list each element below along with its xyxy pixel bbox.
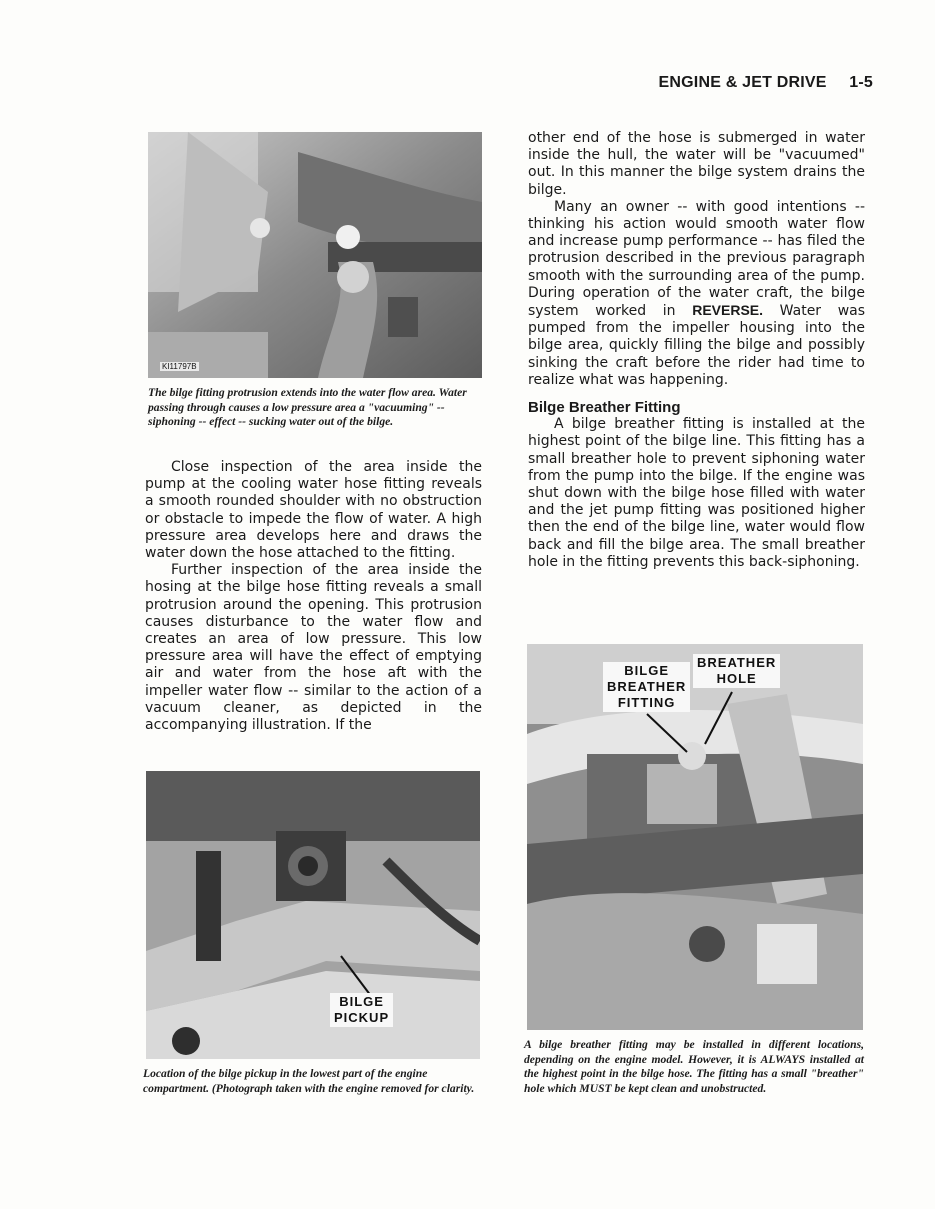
paragraph-text: Many an owner -- with good intentions -- thinking his action would smooth water flow and increase pump performance -- has filed the protrusion described in the previous paragraph smooth with the surrounding area of the pump. During operation of the water craft, the bilge system worked in <box>528 198 865 320</box>
bilge-fitting-photo <box>148 132 482 378</box>
label-line: BILGE <box>339 994 384 1009</box>
emphasis-reverse: REVERSE. <box>692 302 764 319</box>
bilge-pickup-label <box>330 993 393 1027</box>
left-column-text <box>145 459 482 734</box>
page-number: 1-5 <box>849 74 873 91</box>
label-line: BREATHER <box>697 655 777 670</box>
label-line: BILGE <box>624 663 669 678</box>
paragraph: Close inspection of the area inside the pump at the cooling water hose fitting reveals a smooth rounded shoulder with no obstruction or obstacle to impede the flow of water. A high pressure area develops here and draws the water down the hose attached to the fitting. <box>145 459 482 562</box>
paragraph: other end of the hose is submerged in water inside the hull, the water will be "vacuumed" out. In this manner the bilge system drains the bilge. <box>528 130 865 198</box>
paragraph: A bilge breather fitting is installed at the highest point of the bilge line. This fitting has a small breather hole to prevent siphoning water from the pump into the bilge. If the engine was shut down with the bilge hose filled with water and the jet pump fitting was positioned higher then the end of the bilge line, water would flow back and fill the bilge area. The small breather hole in the fitting prevents this back-siphoning. <box>528 416 865 570</box>
caption-text: installed at the highest point in the bilge hose. The fitting has a small "breather" hole which <box>524 1052 865 1095</box>
bilge-pickup-photo <box>146 771 480 1059</box>
bilge-breather-fitting-label <box>603 662 690 712</box>
caption-text: be kept clean and unobstructed. <box>614 1081 767 1095</box>
chapter-title: ENGINE & JET DRIVE <box>658 74 827 91</box>
paragraph <box>528 199 865 389</box>
label-line: BREATHER <box>607 679 687 694</box>
bilge-breather-photo-art <box>527 644 863 1030</box>
label-line: HOLE <box>716 671 757 686</box>
caption-text: Location of the bilge pickup in the lowest part of the engine compartment. (Photograph taken with the engine removed for clarity. <box>143 1067 475 1095</box>
paragraph: Further inspection of the area inside the hosing at the bilge hose fitting reveals a small protrusion around the opening. This protrusion causes disturbance to the water flow and creates an area of low pressure. This low pressure area will have the effect of emptying air and water from the hose aft with the impeller water flow -- similar to the action of a vacuum cleaner, as depicted in the accompanying illustration. If the <box>145 562 482 734</box>
caption-text: A bilge breather fitting may be installed in different locations, depending on the engine model. However, it is <box>524 1038 864 1066</box>
label-line: PICKUP <box>334 1010 390 1025</box>
bilge-fitting-photo-art <box>148 132 482 378</box>
caption-emphasis-always: ALWAYS <box>760 1052 806 1066</box>
breather-hole-label <box>693 654 780 688</box>
page-header <box>659 74 873 92</box>
caption-emphasis-must: MUST <box>579 1081 612 1095</box>
figure-code: KI11797B <box>162 362 197 371</box>
figure-caption-bilge-fitting <box>148 386 486 430</box>
section-heading: Bilge Breather Fitting <box>528 399 681 417</box>
caption-text: The bilge fitting protrusion extends into the water flow area. Water passing through causes a low pressure area a "vacuuming" -- siphoning -- effect -- sucking water out of the bilge. <box>148 386 467 429</box>
figure-caption-bilge-pickup <box>143 1067 483 1096</box>
label-line: FITTING <box>617 695 676 710</box>
paragraph-text: Water was pumped from the impeller housing into the bilge area, quickly filling the bilge and possibly sinking the craft before the rider had time to realize what was happening. <box>528 303 866 388</box>
bilge-breather-photo <box>527 644 863 1030</box>
figure-caption-bilge-breather <box>524 1038 864 1096</box>
right-column-text <box>528 130 865 571</box>
bilge-pickup-photo-art <box>146 771 480 1059</box>
